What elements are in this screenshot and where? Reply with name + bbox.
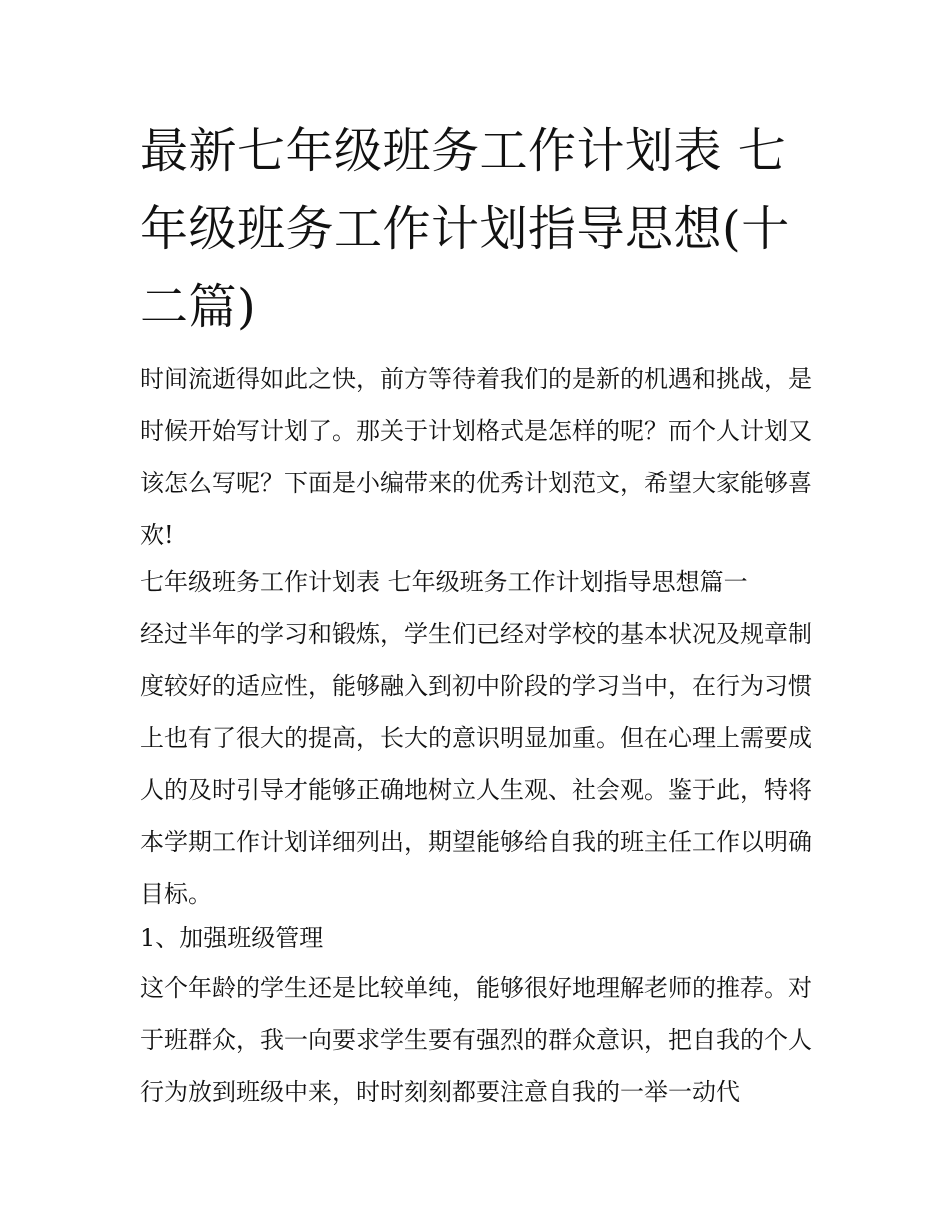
item-heading: 1、加强班级管理	[140, 924, 324, 952]
item-paragraph: 这个年龄的学生还是比较单纯，能够很好地理解老师的推荐。对于班群众，我一向要求学生要有强烈的群众意识，把自我的个人行为放到班级中来，时时刻刻都要注意自我的一举一动代	[140, 974, 812, 1106]
document-title: 最新七年级班务工作计划表 七年级班务工作计划指导思想(十二篇)	[140, 123, 790, 335]
intro-paragraph: 时间流逝得如此之快，前方等待着我们的是新的机遇和挑战，是时候开始写计划了。那关于计划格式是怎样的呢？而个人计划又该怎么写呢？下面是小编带来的优秀计划范文，希望大家能够喜欢!	[140, 365, 812, 549]
section-paragraph: 经过半年的学习和锻炼，学生们已经对学校的基本状况及规章制度较好的适应性，能够融入到初中阶段的学习当中，在行为习惯上也有了很大的提高，长大的意识明显加重。但在心理上需要成人的及时引导才能够正确地树立人生观、社会观。鉴于此，特将本学期工作计划详细列出，期望能够给自我的班主任工作以明确目标。	[140, 620, 812, 908]
section-heading: 七年级班务工作计划表 七年级班务工作计划指导思想篇一	[140, 568, 748, 596]
